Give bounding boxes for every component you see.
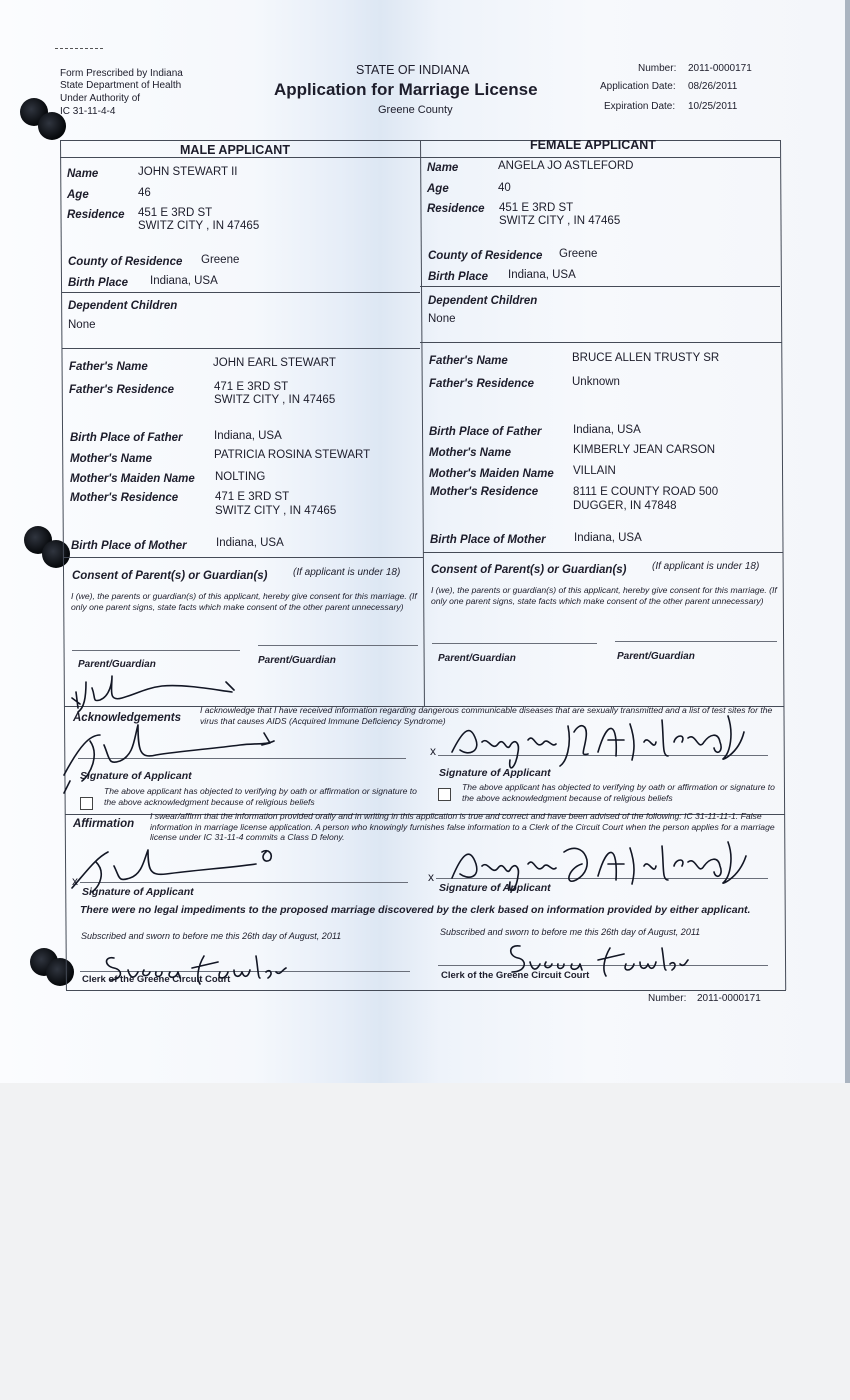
male-fathers-residence-line-1: 471 E 3RD ST <box>214 381 289 393</box>
male-affirmation-x-mark: x <box>72 874 78 888</box>
female-applicant-heading: FEMALE APPLICANT <box>530 138 656 152</box>
female-age-label: Age <box>427 183 449 195</box>
female-name-value: ANGELA JO ASTLEFORD <box>498 160 634 172</box>
male-dependent-children-value: None <box>68 319 96 331</box>
male-birth-place-mother-label: Birth Place of Mother <box>71 540 187 552</box>
punch-hole <box>42 540 70 568</box>
female-residence-label: Residence <box>427 203 485 215</box>
affirmation-text: I swear/affirm that the information provided orally and in writing in this application is true and correct and have been advised of the following: IC 31-11-11-1. False information in marriage license application. A person who knowingly furnishes false information to a Clerk of the Circuit Court when the person applies for a marriage license under IC 31-11-4 commits a Class D felony. <box>150 811 775 842</box>
female-birthplace-label: Birth Place <box>428 271 489 283</box>
male-residence-line-1: 451 E 3RD ST <box>138 207 213 219</box>
female-name-label: Name <box>427 162 459 174</box>
male-mothers-residence-line-1: 471 E 3RD ST <box>215 491 290 503</box>
male-fathers-name-value: JOHN EARL STEWART <box>213 357 336 369</box>
female-parent-guardian-label-1: Parent/Guardian <box>438 653 516 664</box>
male-affirmation-signature-label: Signature of Applicant <box>82 886 194 898</box>
female-mothers-name-label: Mother's Name <box>429 447 511 459</box>
county-heading: Greene County <box>378 104 453 116</box>
female-residence-line-1: 451 E 3RD ST <box>499 202 574 214</box>
female-ack-x-mark: x <box>430 744 436 758</box>
female-mothers-residence-label: Mother's Residence <box>430 486 539 498</box>
male-consent-text: I (we), the parents or guardian(s) of this applicant, hereby give consent for this marriage. (If only one parent signs, state facts which make consent of the other parent unnecessary) <box>71 591 417 612</box>
male-objection-text: The above applicant has objected to verifying by oath or affirmation or signature to the above acknowledgment because of religious beliefs <box>104 786 417 807</box>
divider-parents-left <box>62 348 420 349</box>
male-clerk-signature-scribble <box>100 948 290 988</box>
table-border-bottom <box>66 990 786 991</box>
male-birthplace-label: Birth Place <box>68 277 129 289</box>
male-county-label: County of Residence <box>68 256 183 268</box>
female-ack-signature-label: Signature of Applicant <box>439 767 551 779</box>
male-mothers-maiden-name-value: NOLTING <box>215 471 266 483</box>
male-consent-title: Consent of Parent(s) or Guardian(s) <box>72 570 268 582</box>
female-mothers-name-value: KIMBERLY JEAN CARSON <box>573 444 716 456</box>
divider-consent-right <box>423 552 783 553</box>
scan-mark <box>55 48 103 49</box>
female-fathers-residence-value: Unknown <box>572 376 620 388</box>
divider-children-left <box>62 292 420 293</box>
male-applicant-heading: MALE APPLICANT <box>180 143 290 157</box>
male-mothers-name-value: PATRICIA ROSINA STEWART <box>214 449 371 461</box>
male-fathers-residence-line-2: SWITZ CITY , IN 47465 <box>214 394 336 406</box>
male-fathers-residence-label: Father's Residence <box>69 384 174 396</box>
male-birthplace-value: Indiana, USA <box>150 275 218 287</box>
female-mothers-residence-line-2: DUGGER, IN 47848 <box>573 500 677 512</box>
female-birth-place-mother-label: Birth Place of Mother <box>430 534 546 546</box>
female-fathers-residence-label: Father's Residence <box>429 378 534 390</box>
male-mothers-residence-line-2: SWITZ CITY , IN 47465 <box>215 505 337 517</box>
male-age-label: Age <box>67 189 89 201</box>
male-parent-signature-line-2 <box>258 645 418 646</box>
column-divider <box>420 140 425 706</box>
female-dependent-children-label: Dependent Children <box>428 295 538 307</box>
male-subscribed-text: Subscribed and sworn to before me this 26th day of August, 2011 <box>81 931 342 941</box>
number-label: Number: <box>638 63 677 74</box>
number-value: 2011-0000171 <box>688 63 752 74</box>
male-name-label: Name <box>67 168 99 180</box>
female-dependent-children-value: None <box>428 313 456 325</box>
male-fathers-name-label: Father's Name <box>69 361 148 373</box>
male-birth-place-father-label: Birth Place of Father <box>70 432 183 444</box>
divider-consent-left <box>63 557 423 558</box>
female-affirmation-signature-label: Signature of Applicant <box>439 882 551 894</box>
affirmation-heading: Affirmation <box>73 818 135 830</box>
female-county-value: Greene <box>559 248 598 260</box>
no-impediments-statement: There were no legal impediments to the proposed marriage discovered by the clerk based on information provided by either applicant. <box>80 904 751 916</box>
punch-hole <box>46 958 74 986</box>
female-affirmation-x-mark: x <box>428 870 434 884</box>
male-mothers-maiden-name-label: Mother's Maiden Name <box>70 473 195 485</box>
application-date-label: Application Date: <box>600 81 676 92</box>
female-parent-signature-line-1 <box>432 643 597 644</box>
male-birth-place-mother-value: Indiana, USA <box>216 537 284 549</box>
male-age-value: 46 <box>138 187 151 199</box>
application-date-value: 08/26/2011 <box>688 81 738 92</box>
male-residence-label: Residence <box>67 209 125 221</box>
male-parent-guardian-label-1: Parent/Guardian <box>78 659 156 670</box>
prescribed-line-2: State Department of Health <box>60 80 182 91</box>
page-title: Application for Marriage License <box>274 80 538 99</box>
female-ack-signature-scribble <box>448 712 758 782</box>
female-affirmation-signature-scribble <box>448 838 758 894</box>
female-subscribed-text: Subscribed and sworn to before me this 26th day of August, 2011 <box>440 927 701 937</box>
female-objection-checkbox[interactable] <box>438 788 451 801</box>
female-parent-signature-line-2 <box>615 641 777 642</box>
female-mothers-maiden-name-value: VILLAIN <box>573 465 616 477</box>
male-parent-guardian-label-2: Parent/Guardian <box>258 655 336 666</box>
male-ack-signature-scribble <box>60 715 290 795</box>
male-affirmation-signature-scribble <box>66 842 296 896</box>
male-dependent-children-label: Dependent Children <box>68 300 178 312</box>
female-county-label: County of Residence <box>428 250 543 262</box>
expiration-date-label: Expiration Date: <box>604 101 676 112</box>
female-fathers-name-value: BRUCE ALLEN TRUSTY SR <box>572 352 720 364</box>
male-consent-signature-scribble <box>66 668 246 718</box>
male-consent-note: (If applicant is under 18) <box>293 567 401 578</box>
male-ack-signature-label: Signature of Applicant <box>80 770 192 782</box>
male-county-value: Greene <box>201 254 240 266</box>
male-mothers-name-label: Mother's Name <box>70 453 152 465</box>
footer-number-value: 2011-0000171 <box>697 993 761 1004</box>
female-clerk-label: Clerk of the Greene Circuit Court <box>441 970 590 981</box>
female-objection-text: The above applicant has objected to verifying by oath or affirmation or signature to the above acknowledgment because of religious beliefs <box>462 782 775 803</box>
male-objection-checkbox[interactable] <box>80 797 93 810</box>
expiration-date-value: 10/25/2011 <box>688 101 738 112</box>
male-clerk-label: Clerk of the Greene Circuit Court <box>82 974 231 985</box>
state-heading: STATE OF INDIANA <box>356 63 470 77</box>
female-birthplace-value: Indiana, USA <box>508 269 576 281</box>
female-birth-place-mother-value: Indiana, USA <box>574 532 642 544</box>
divider-children-right <box>420 286 780 287</box>
male-mothers-residence-label: Mother's Residence <box>70 492 179 504</box>
acknowledgements-heading: Acknowledgements <box>73 712 181 724</box>
female-age-value: 40 <box>498 182 511 194</box>
female-parent-guardian-label-2: Parent/Guardian <box>617 651 695 662</box>
female-birth-place-father-label: Birth Place of Father <box>429 426 542 438</box>
female-consent-text: I (we), the parents or guardian(s) of this applicant, hereby give consent for this marriage. (If only one parent signs, state facts which make consent of the other parent unnecessary) <box>431 585 777 606</box>
female-mothers-residence-line-1: 8111 E COUNTY ROAD 500 <box>573 486 719 498</box>
female-residence-line-2: SWITZ CITY , IN 47465 <box>499 215 621 227</box>
female-birth-place-father-value: Indiana, USA <box>573 424 641 436</box>
footer-number-label: Number: <box>648 993 687 1004</box>
female-consent-title: Consent of Parent(s) or Guardian(s) <box>431 564 627 576</box>
male-birth-place-father-value: Indiana, USA <box>214 430 282 442</box>
male-residence-line-2: SWITZ CITY , IN 47465 <box>138 220 260 232</box>
acknowledgements-text: I acknowledge that I have received information regarding dangerous communicable diseases that are sexually transmitted and a list of test sites for the virus that causes AIDS (Acquired Immune Deficiency Syndrome) <box>200 705 773 726</box>
male-parent-signature-line-1 <box>72 650 240 651</box>
male-name-value: JOHN STEWART II <box>138 166 238 178</box>
female-consent-note: (If applicant is under 18) <box>652 561 760 572</box>
female-fathers-name-label: Father's Name <box>429 355 508 367</box>
prescribed-line-1: Form Prescribed by Indiana <box>60 68 183 79</box>
female-clerk-signature-scribble <box>498 938 688 982</box>
female-mothers-maiden-name-label: Mother's Maiden Name <box>429 468 554 480</box>
table-border-right <box>780 140 786 990</box>
prescribed-line-3: Under Authority of <box>60 93 141 104</box>
divider-parents-right <box>420 342 782 343</box>
prescribed-line-4: IC 31-11-4-4 <box>60 106 116 117</box>
